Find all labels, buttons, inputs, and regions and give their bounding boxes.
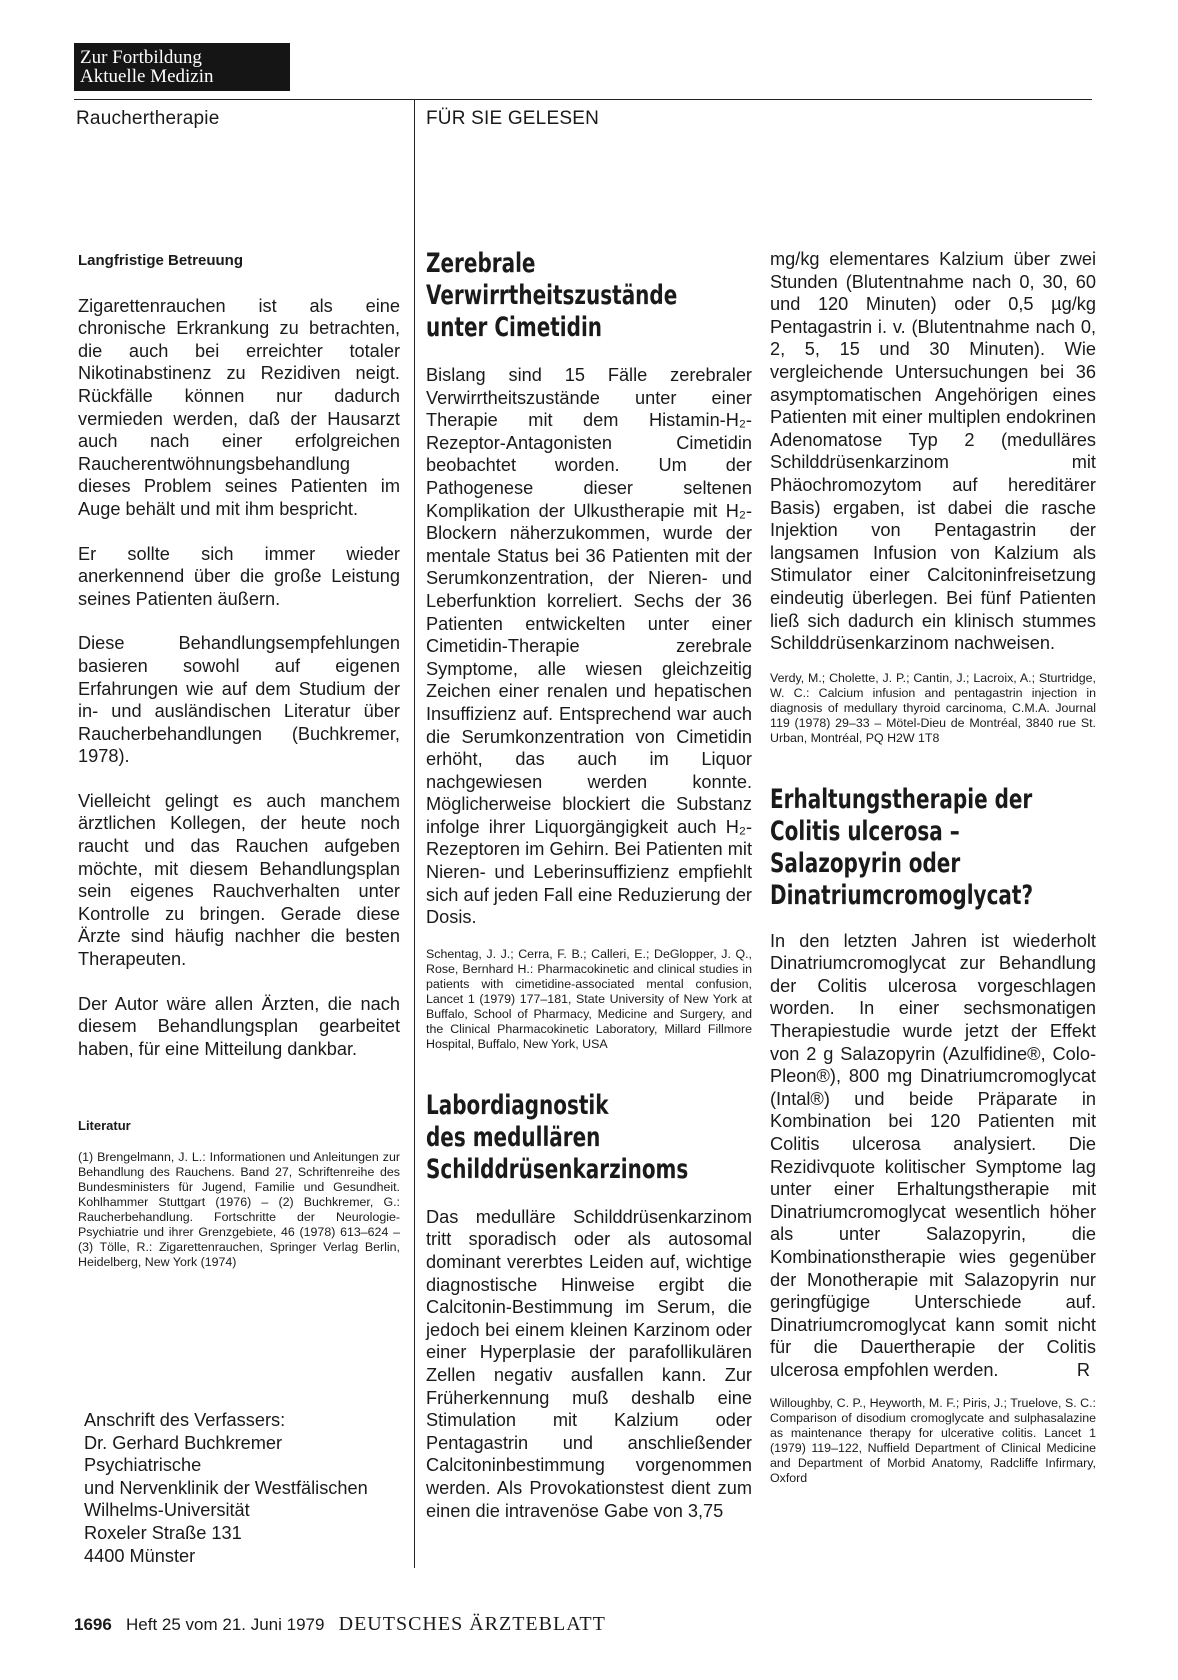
section-badge (74, 43, 290, 91)
page-footer (74, 1613, 606, 1636)
headline-line: Salazopyrin oder (770, 847, 961, 879)
page-number: 1696 (74, 1615, 112, 1634)
journal-title: DEUTSCHES ÄRZTEBLATT (338, 1613, 606, 1635)
middle-column (426, 248, 752, 1522)
headline-line: Verwirrtheitszustände (426, 280, 678, 311)
headline-line: Dinatriumcromoglycat? (770, 879, 1034, 911)
article-text: In den letzten Jahren ist wiederholt Dinatriumcromoglycat zur Behandlung der Colitis ulcerosa vorgeschlagen worden. In einer sechsmonatigen Therapiestudie wurde jetzt der Effekt von 2 g Salazopyrin (Azulfidine®, Colo-Pleon®), 800 mg Dinatriumcromoglycat (Intal®) und beide Präparate in Kombination bei 120 Patienten mit Colitis ulcerosa analysiert. Die Rezidivquote kolitischer Symptome lag unter einer Erhaltungstherapie mit Dinatriumcromoglycat wesentlich höher als unter Salazopyrin, die Kombinationstherapie wies gegenüber der Monotherapie mit Salazopyrin nur geringfügige Unterschiede auf. Dinatriumcromoglycat kann somit nicht für die Dauertherapie der Colitis ulcerosa empfohlen werden. (770, 930, 1096, 1380)
issue-info: Heft 25 vom 21. Juni 1979 (126, 1615, 325, 1634)
address-line: Dr. Gerhard Buchkremer (84, 1432, 283, 1453)
headline-line: Colitis ulcerosa – (770, 815, 960, 847)
column-divider (414, 100, 415, 1568)
address-line: und Nervenklinik der Westfälischen (84, 1477, 368, 1498)
headline-line: Labordiagnostik (426, 1089, 609, 1121)
article-reference: Verdy, M.; Cholette, J. P.; Cantin, J.; Lacroix, A.; Sturtridge, W. C.: Calcium infusion and pentagastrin injection in diagnosis of medullary thyroid carcinoma, C.M.A. Journal 119 (1978) 29–33 – Mötel-Dieu de Montréal, 3840 rue St. Urban, Montréal, PQ H2W 1T8 (770, 670, 1096, 745)
subheading: Langfristige Betreuung (78, 252, 244, 269)
paragraph: Der Autor wäre allen Ärzten, die nach diesem Behandlungsplan gearbeitet haben, für eine Mitteilung dankbar. (78, 993, 400, 1059)
paragraph: Diese Behandlungsempfehlungen basieren sowohl auf eigenen Erfahrungen wie auf dem Studium der in- und ausländischen Literatur über Raucherbehandlungen (Buchkremer, 1978). (78, 633, 400, 767)
article-headline (426, 248, 678, 352)
article-headline (426, 1089, 689, 1194)
author-address (84, 1409, 404, 1567)
literature-heading: Literatur (78, 1118, 131, 1133)
left-column (78, 250, 400, 1082)
address-line: Psychiatrische (84, 1455, 202, 1476)
header-rule (74, 99, 1092, 100)
paragraph: Er sollte sich immer wieder anerkennend über die große Leistung seines Patienten äußern. (78, 543, 400, 609)
badge-line-2: Aktuelle Medizin (80, 66, 214, 87)
section-title-right: FÜR SIE GELESEN (426, 108, 599, 129)
author-initial: R (1076, 1359, 1090, 1380)
address-line: Wilhelms-Universität (84, 1500, 250, 1521)
section-title-left: Rauchertherapie (76, 108, 220, 129)
address-line: 4400 Münster (84, 1545, 196, 1566)
literature-text: (1) Brengelmann, J. L.: Informationen und Anleitungen zur Behandlung des Rauchens. Band 27, Schriftenreihe des Bundesministers für Jugend, Familie und Gesundheit. Kohlhammer Stuttgart (1976) – (2) Buchkremer, G.: Raucherbehandlung. Fortschritte der Neurologie-Psychiatrie und ihrer Grenzgebiete, 46 (1978) 613–624 – (3) Tölle, R.: Zigarettenrauchen, Springer Verlag Berlin, Heidelberg, New York (1974) (78, 1150, 400, 1269)
headline-line: des medullären (426, 1121, 601, 1153)
article-body (770, 930, 1096, 1382)
paragraph: Zigarettenrauchen ist als eine chronische Erkrankung zu betrachten, die auch bei erreichter totaler Nikotinabstinenz zu Rezidiven neigt. Rückfälle können nur dadurch vermieden werden, daß der Hausarzt auch nach einer erfolgreichen Raucherentwöhnungsbehandlung dieses Problem seines Patienten im Auge behält und mit ihm bespricht. (78, 295, 400, 519)
address-line: Roxeler Straße 131 (84, 1522, 242, 1543)
article-body: Das medulläre Schilddrüsenkarzinom tritt sporadisch oder als autosomal dominant vererbtes Leiden auf, wichtige diagnostische Hinweise ergibt die Calcitonin-Bestimmung im Serum, die jedoch bei einem kleinen Karzinom oder einer Hyperplasie der parafollikulären Zellen negativ ausfallen kann. Zur Früherkennung muß deshalb eine Stimulation mit Kalzium oder Pentagastrin und anschließender Calcitoninbestimmung vorgenommen werden. Als Provokationstest dient zum einen die intravenöse Gabe von 3,75 (426, 1206, 752, 1521)
address-line: Anschrift des Verfassers: (84, 1410, 286, 1430)
article-headline (770, 783, 1034, 920)
badge-line-1: Zur Fortbildung (80, 47, 202, 68)
headline-line: unter Cimetidin (426, 312, 603, 343)
headline-line: Zerebrale (426, 248, 536, 279)
headline-line: Schilddrüsenkarzinoms (426, 1153, 689, 1185)
literature-section (78, 1118, 400, 1270)
article-reference: Willoughby, C. P., Heyworth, M. F.; Piris, J.; Truelove, S. C.: Comparison of disodium cromoglycate and sulphasalazine as maintenance therapy for ulcerative colitis. Lancet 1 (1979) 119–122, Nuffield Department of Clinical Medicine and Department of Morbid Anatomy, Radcliffe Infirmary, Oxford (770, 1395, 1096, 1485)
right-column (770, 248, 1096, 1486)
headline-line: Erhaltungstherapie der (770, 783, 1033, 815)
paragraph: Vielleicht gelingt es auch manchem ärztlichen Kollegen, der heute noch raucht und das Rauchen aufgeben möchte, mit diesem Behandlungsplan sein eigenes Rauchverhalten unter Kontrolle zu bringen. Gerade diese Ärzte sind häufig nachher die besten Therapeuten. (78, 790, 400, 970)
article-reference: Schentag, J. J.; Cerra, F. B.; Calleri, E.; DeGlopper, J. Q., Rose, Bernhard H.: Pharmacokinetic and clinical studies in patients with cimetidine-associated mental confusion, Lancet 1 (1979) 177–181, State University of New York at Buffalo, School of Pharmacy, Medicine and Surgery, and the Clinical Pharmacokinetic Laboratory, Millard Fillmore Hospital, Buffalo, New York, USA (426, 946, 752, 1051)
article-body: Bislang sind 15 Fälle zerebraler Verwirrtheitszustände unter einer Therapie mit dem Histamin-H₂-Rezeptor-Antagonisten Cimetidin beobachtet worden. Um der Pathogenese dieser seltenen Komplikation der Ulkustherapie mit H₂-Blockern näherzukommen, wurde der mentale Status bei 36 Patienten mit der Serumkonzentration, der Nieren- und Leberfunktion korreliert. Sechs der 36 Patienten entwickelten unter einer Cimetidin-Therapie zerebrale Symptome, alle wiesen gleichzeitig Zeichen einer renalen und hepatischen Insuffizienz auf. Entsprechend war auch die Serumkonzentration von Cimetidin erhöht, das auch im Liquor nachgewiesen werden konnte. Möglicherweise blockiert die Substanz infolge ihrer Liquorgängigkeit auch H₂-Rezeptoren im Gehirn. Bei Patienten mit Nieren- und Leberinsuffizienz empfiehlt sich auf jeden Fall eine Reduzierung der Dosis. (426, 365, 752, 928)
article-body-continued: mg/kg elementares Kalzium über zwei Stunden (Blutentnahme nach 0, 30, 60 und 120 Minuten) oder 0,5 µg/kg Pentagastrin i. v. (Blutentnahme nach 0, 2, 5, 15 und 30 Minuten). Wie vergleichende Untersuchungen bei 36 asymptomatischen Angehörigen eines Patienten mit einer multiplen endokrinen Adenomatose Typ 2 (medulläres Schilddrüsenkarzinom mit Phäochromozytom auf hereditärer Basis) ergaben, ist dabei die rasche Injektion von Pentagastrin der langsamen Infusion von Kalzium als Stimulator einer Calcitoninfreisetzung eindeutig überlegen. Bei fünf Patienten ließ sich dadurch ein klinisch stummes Schilddrüsenkarzinom nachweisen. (770, 249, 1096, 654)
